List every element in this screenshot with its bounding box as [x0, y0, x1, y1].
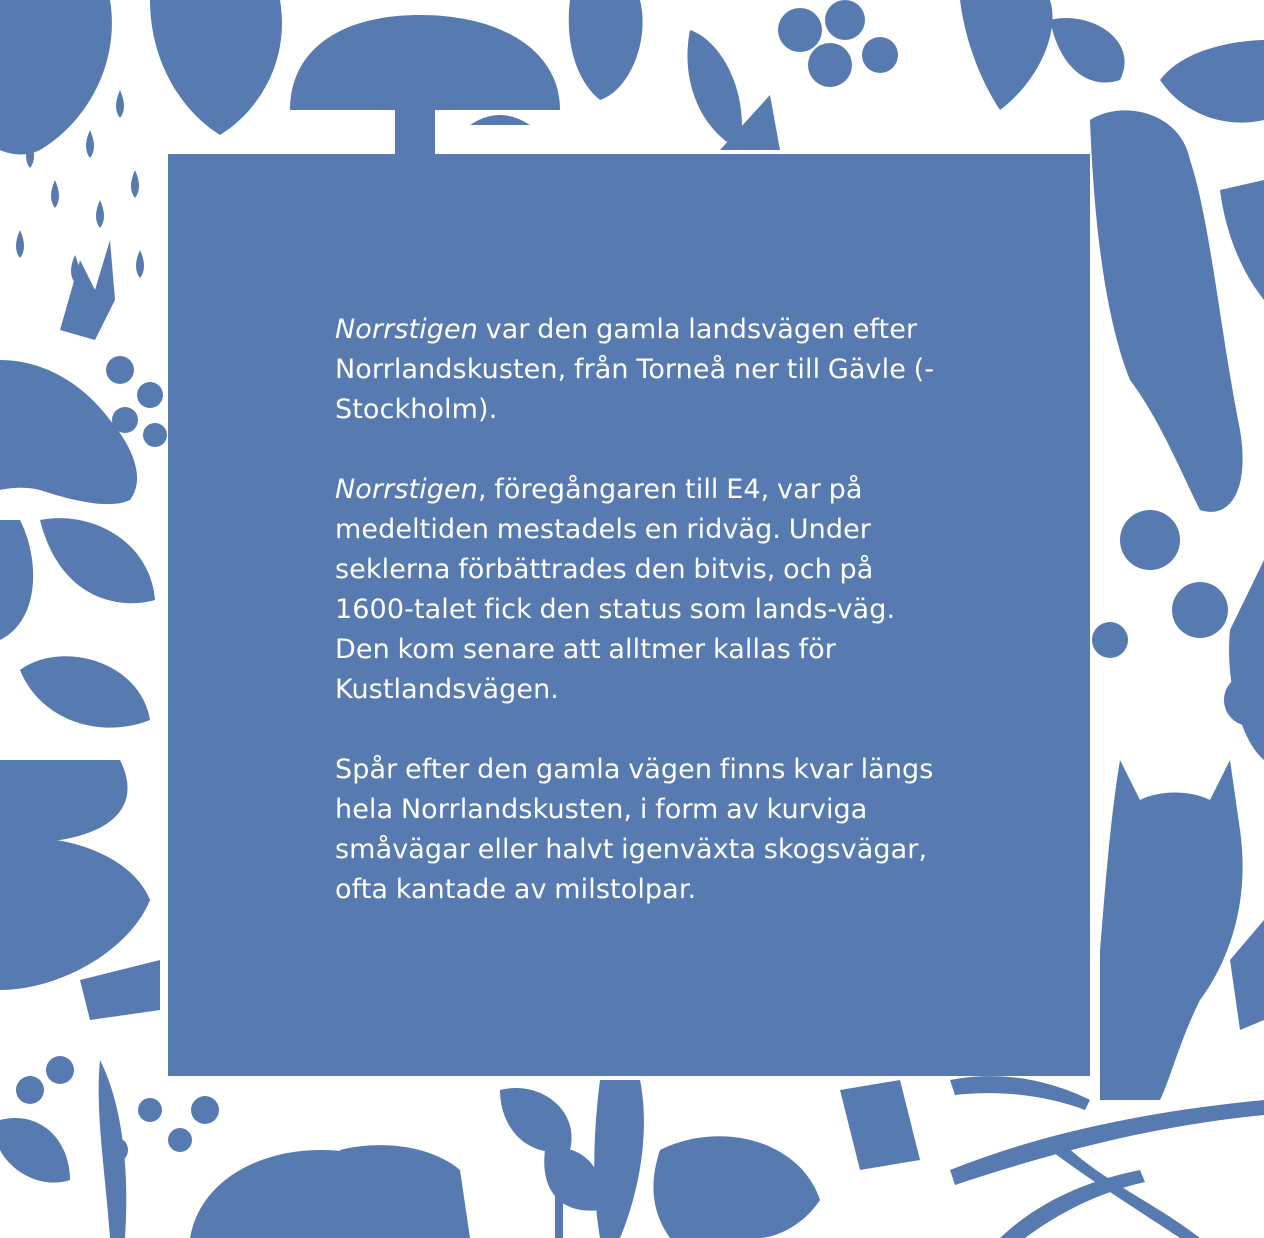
- emphasis-norrstigen: Norrstigen: [335, 474, 478, 505]
- paragraph-history: [335, 470, 940, 710]
- leaf-icon: [653, 1136, 820, 1238]
- leaf-icon: [0, 0, 282, 154]
- mushroom-icon: [290, 15, 560, 155]
- paragraph-intro: [335, 310, 940, 430]
- butterfly-icon: [960, 0, 1264, 123]
- paragraph-text: var den gamla landsvägen efter Norrlandskusten, från Torneå ner till Gävle (-Stockholm).: [335, 314, 935, 425]
- leaf-icon: [40, 518, 155, 603]
- leaf-icon: [20, 656, 150, 727]
- fox-icon: [1100, 760, 1243, 1100]
- bird-icon: [190, 1145, 470, 1238]
- text-panel: [168, 154, 1090, 1076]
- fern-icon: [569, 0, 780, 150]
- paragraph-text: , föregångaren till E4, var på medeltiden mestadels en ridväg. Under seklerna förbättrades den bitvis, och på 1600-talet fick den status som lands-väg. Den kom senare att alltmer kallas för Kustlandsvägen.: [335, 474, 896, 705]
- paragraph-traces: [335, 750, 940, 910]
- paragraph-text: Spår efter den gamla vägen finns kvar längs hela Norrlandskusten, i form av kurviga småvägar eller halvt igenväxta skogsvägar, ofta kantade av milstolpar.: [335, 754, 934, 905]
- pine-branch-icon: [950, 1076, 1264, 1238]
- clover-icon: [500, 1088, 602, 1238]
- leaf-icon: [594, 1080, 644, 1238]
- owl-icon: [1090, 110, 1243, 512]
- emphasis-norrstigen: Norrstigen: [335, 314, 478, 345]
